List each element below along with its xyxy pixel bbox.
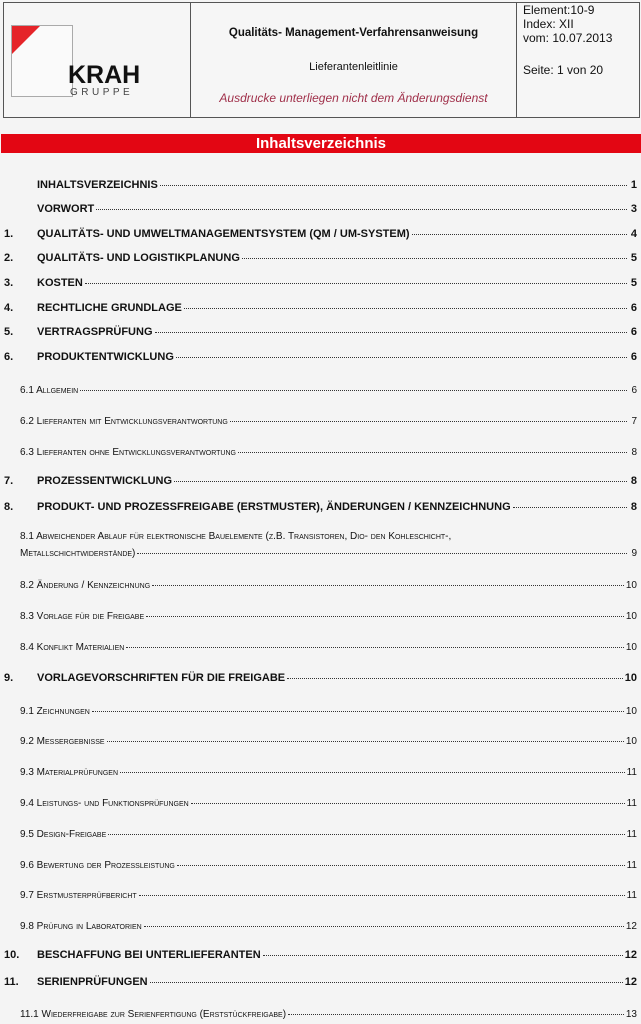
leader-dots <box>238 452 627 453</box>
leader-dots <box>513 507 627 508</box>
toc-entry-number: 5. <box>4 326 14 338</box>
toc-entry-page: 3 <box>630 203 637 215</box>
toc-entry[interactable] <box>20 767 637 778</box>
toc-entry-label: 9.8 Prüfung in Laboratorien <box>20 921 142 932</box>
leader-dots <box>137 553 627 554</box>
toc-entry-number: 1. <box>4 228 14 240</box>
toc-entry[interactable] <box>20 611 637 622</box>
toc-entry-number: 8. <box>4 501 14 513</box>
toc-entry[interactable] <box>20 829 637 840</box>
logo-text: KRAH <box>68 61 141 89</box>
leader-dots <box>146 616 624 617</box>
toc-entry[interactable] <box>4 949 637 961</box>
leader-dots <box>80 390 627 391</box>
toc-entry-label: 9.2 Messergebnisse <box>20 736 105 747</box>
toc-entry-page: 8 <box>631 447 637 458</box>
toc-entry-number: 3. <box>4 277 14 289</box>
toc-entry-label: Metallschichtwiderstände) <box>20 548 136 559</box>
toc-entry[interactable] <box>4 475 637 487</box>
toc-entry-page: 12 <box>624 976 637 988</box>
toc-entry-page: 11 <box>626 890 637 901</box>
toc-entry-label: INHALTSVERZEICHNIS <box>37 179 158 191</box>
toc-entry-label: 6.1 Allgemein <box>20 385 79 396</box>
toc-entry[interactable] <box>4 277 637 289</box>
leader-dots <box>263 955 623 956</box>
toc-entry-label: 8.3 Vorlage für die Freigabe <box>20 611 145 622</box>
toc-entry-label-line1: 8.1 Abweichender Ablauf für elektronische Bauelemente (z.B. Transistoren, Dio- den Kohleschicht-, <box>20 531 452 542</box>
logo-subtext: GRUPPE <box>70 87 134 98</box>
toc-entry-label: PROZESSENTWICKLUNG <box>37 475 173 487</box>
toc-entry-page: 5 <box>630 277 637 289</box>
toc-entry[interactable] <box>20 921 637 932</box>
toc-entry-label: 9.5 Design-Freigabe <box>20 829 107 840</box>
toc-entry-number: 2. <box>4 252 14 264</box>
toc-entry[interactable] <box>20 447 637 458</box>
leader-dots <box>126 647 624 648</box>
leader-dots <box>92 711 624 712</box>
leader-dots <box>139 895 625 896</box>
toc-entry-number: 11. <box>4 976 19 988</box>
leader-dots <box>174 481 627 482</box>
toc-entry-number: 9. <box>4 672 14 684</box>
toc-entry-label: SERIENPRÜFUNGEN <box>37 976 148 988</box>
leader-dots <box>155 332 627 333</box>
toc-entry-page: 11 <box>626 798 637 809</box>
toc-entry[interactable] <box>4 326 637 338</box>
index: Index: XII <box>523 17 574 31</box>
toc-entry-page: 10 <box>624 672 637 684</box>
page-number: Seite: 1 von 20 <box>523 63 604 77</box>
logo-mark <box>11 25 73 97</box>
toc-entry-page: 13 <box>625 1009 637 1020</box>
leader-dots <box>160 185 627 186</box>
toc-entry[interactable] <box>4 501 637 513</box>
toc-entry-page: 7 <box>631 416 637 427</box>
toc-entry[interactable] <box>20 642 637 653</box>
toc-entry-number: 6. <box>4 351 14 363</box>
leader-dots <box>412 234 627 235</box>
leader-dots <box>120 772 625 773</box>
toc-entry-label: QUALITÄTS- UND LOGISTIKPLANUNG <box>37 252 240 264</box>
leader-dots <box>230 421 627 422</box>
leader-dots <box>287 678 623 679</box>
toc-entry-label: BESCHAFFUNG BEI UNTERLIEFERANTEN <box>37 949 261 961</box>
toc-entry[interactable] <box>20 1009 637 1020</box>
toc-entry-page: 6 <box>630 351 637 363</box>
toc-entry-page: 11 <box>626 829 637 840</box>
document-subtitle: Lieferantenleitlinie <box>309 61 398 73</box>
leader-dots <box>184 308 627 309</box>
toc-entry[interactable] <box>4 228 637 240</box>
toc-entry-page: 6 <box>630 326 637 338</box>
toc-entry-label: 6.2 Lieferanten mit Entwicklungsverantwortung <box>20 416 228 427</box>
toc-entry[interactable] <box>4 672 637 684</box>
toc-entry-label: PRODUKT- UND PROZESSFREIGABE (ERSTMUSTER), ÄNDERUNGEN / KENNZEICHNUNG <box>37 501 511 513</box>
toc-entry-page: 6 <box>631 385 637 396</box>
toc-entry-page: 10 <box>625 642 637 653</box>
leader-dots <box>176 357 627 358</box>
toc-entry[interactable] <box>20 890 637 901</box>
toc-title: Inhaltsverzeichnis <box>1 134 641 153</box>
toc-entry-label: 9.7 Erstmusterprüfbericht <box>20 890 137 901</box>
document-header <box>3 2 640 118</box>
leader-dots <box>177 865 625 866</box>
toc-entry[interactable] <box>4 302 637 314</box>
toc-entry-page: 1 <box>630 179 637 191</box>
leader-dots <box>242 258 627 259</box>
toc-entry-label: 11.1 Wiederfreigabe zur Serienfertigung (Erststückfreigabe) <box>20 1009 287 1020</box>
toc-entry[interactable] <box>4 203 637 215</box>
toc-entry[interactable] <box>20 580 637 591</box>
toc-entry-label: VORLAGEVORSCHRIFTEN FÜR DIE FREIGABE <box>37 672 286 684</box>
toc-entry-label: RECHTLICHE GRUNDLAGE <box>37 302 182 314</box>
toc-entry-page: 5 <box>630 252 637 264</box>
leader-dots <box>191 803 625 804</box>
toc-entry-label: 9.3 Materialprüfungen <box>20 767 119 778</box>
toc-entry-page: 12 <box>624 949 637 961</box>
toc-entry[interactable] <box>20 385 637 396</box>
toc-entry[interactable] <box>4 976 637 988</box>
leader-dots <box>96 209 627 210</box>
toc-entry-page: 10 <box>625 580 637 591</box>
toc-entry-label: KOSTEN <box>37 277 83 289</box>
toc-entry[interactable] <box>20 798 637 809</box>
toc-entry[interactable] <box>20 416 637 427</box>
toc-entry-page: 11 <box>626 767 637 778</box>
document-title: Qualitäts- Management-Verfahrensanweisung <box>228 27 479 39</box>
leader-dots <box>288 1014 624 1015</box>
toc-entry[interactable] <box>20 736 637 747</box>
toc-entry[interactable] <box>20 706 637 717</box>
krah-logo <box>4 3 191 117</box>
toc-entry-label: 6.3 Lieferanten ohne Entwicklungsverantwortung <box>20 447 236 458</box>
toc-entry-page: 10 <box>625 611 637 622</box>
toc-entry-label: 9.4 Leistungs- und Funktionsprüfungen <box>20 798 189 809</box>
toc-entry-label: 9.1 Zeichnungen <box>20 706 90 717</box>
toc-entry-number: 10. <box>4 949 20 961</box>
leader-dots <box>144 926 624 927</box>
toc-entry[interactable] <box>20 548 637 559</box>
leader-dots <box>108 834 624 835</box>
toc-entry[interactable] <box>20 860 637 871</box>
toc-entry-page: 12 <box>625 921 637 932</box>
leader-dots <box>85 283 627 284</box>
toc-entry-page: 8 <box>630 475 637 487</box>
toc-entry-label: 8.2 Änderung / Kennzeichnung <box>20 580 151 591</box>
toc-entry-number: 7. <box>4 475 14 487</box>
toc-entry-page: 10 <box>625 706 637 717</box>
toc-entry-page: 11 <box>626 860 637 871</box>
leader-dots <box>152 585 624 586</box>
element-id: Element:10-9 <box>523 3 595 17</box>
toc-entry-page: 4 <box>630 228 637 240</box>
toc-entry-page: 10 <box>625 736 637 747</box>
toc-entry-label: 9.6 Bewertung der Prozessleistung <box>20 860 175 871</box>
toc-entry-label: PRODUKTENTWICKLUNG <box>37 351 174 363</box>
toc-entry-label: VORWORT <box>37 203 95 215</box>
date: vom: 10.07.2013 <box>523 31 613 45</box>
toc-entry-label: VERTRAGSPRÜFUNG <box>37 326 153 338</box>
toc-entry-page: 8 <box>630 501 637 513</box>
toc-entry-number: 4. <box>4 302 14 314</box>
print-notice: Ausdrucke unterliegen nicht dem Änderungsdienst <box>219 91 488 105</box>
leader-dots <box>107 741 624 742</box>
toc-entry-label: 8.4 Konflikt Materialien <box>20 642 125 653</box>
toc-entry-label: QUALITÄTS- UND UMWELTMANAGEMENTSYSTEM (QM / UM-SYSTEM) <box>37 228 410 240</box>
leader-dots <box>150 982 623 983</box>
toc-entry-page: 9 <box>631 548 637 559</box>
toc-entry[interactable] <box>4 351 637 363</box>
toc-entry[interactable] <box>4 179 637 191</box>
toc-entry-page: 6 <box>630 302 637 314</box>
toc-entry[interactable] <box>4 252 637 264</box>
